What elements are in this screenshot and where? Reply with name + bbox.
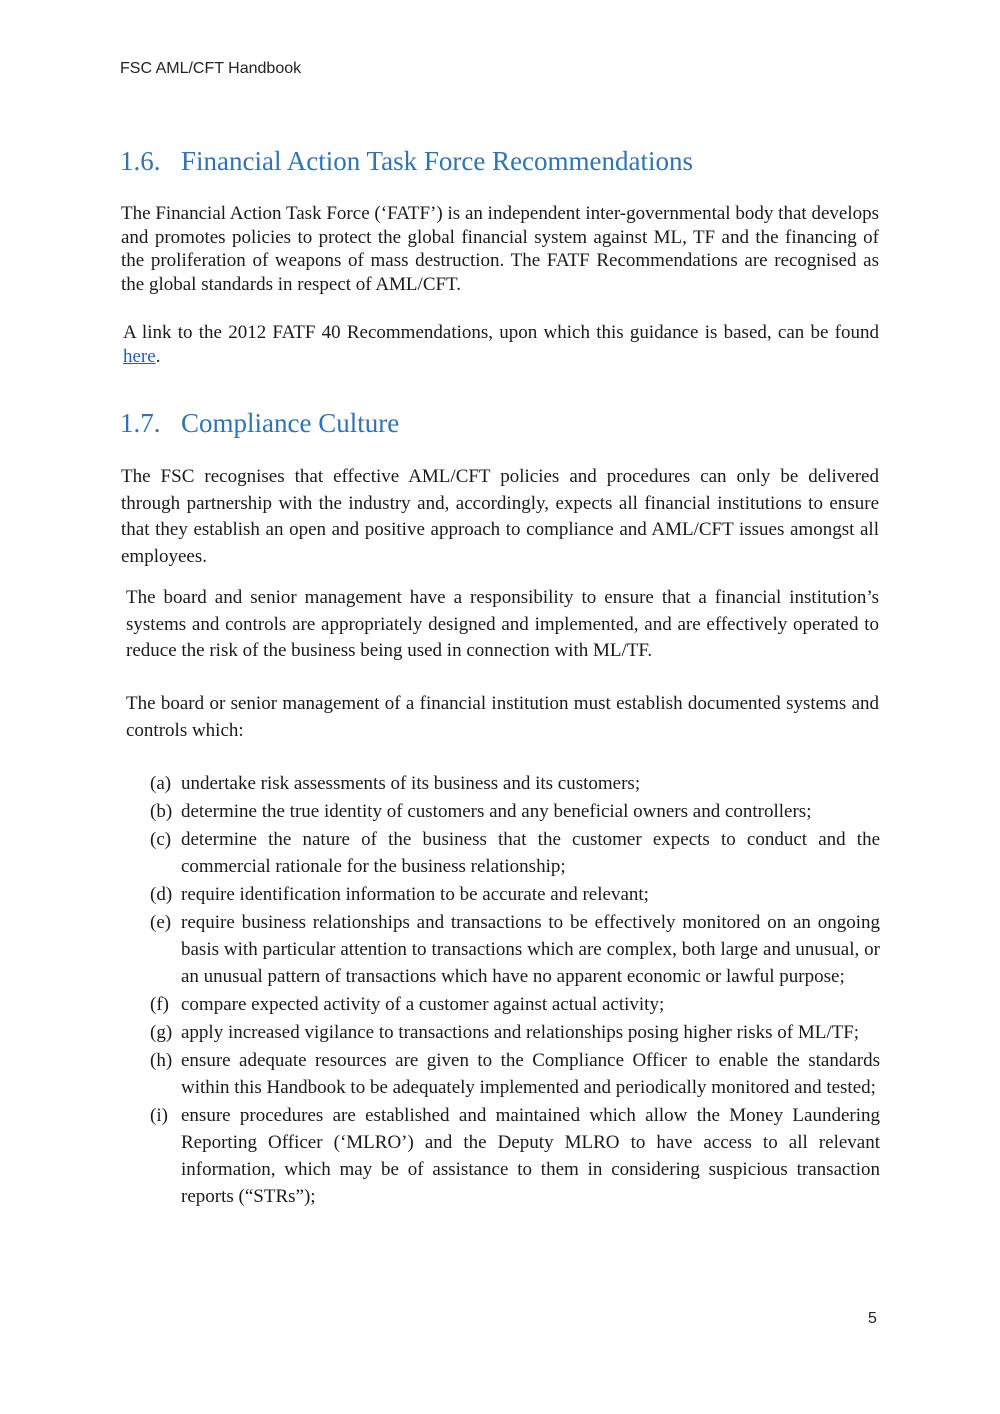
list-item xyxy=(150,1102,880,1210)
section-number: 1.6. xyxy=(120,146,161,176)
list-item xyxy=(150,798,880,825)
list-text: compare expected activity of a customer against actual activity; xyxy=(181,994,665,1015)
fatf-link-paragraph xyxy=(123,321,879,368)
fatf-recommendations-link[interactable]: here xyxy=(123,345,156,367)
list-marker: (i) xyxy=(150,1105,168,1126)
section-heading-1-7 xyxy=(120,408,399,439)
systems-controls-list xyxy=(150,770,880,1211)
fsc-recognises-paragraph: The FSC recognises that effective AML/CFT policies and procedures can only be delivered through partnership with the industry and, accordingly, expects all financial institutions to ensure that they establish an open and positive approach to compliance and AML/CFT issues amongst all employees. xyxy=(121,466,879,567)
list-item xyxy=(150,826,880,880)
list-item xyxy=(150,1047,880,1101)
list-marker: (c) xyxy=(150,829,172,850)
list-text: apply increased vigilance to transactions and relationships posing higher risks of ML/TF; xyxy=(181,1022,860,1043)
list-marker: (g) xyxy=(150,1022,173,1043)
list-marker: (f) xyxy=(150,994,169,1015)
section-title: Financial Action Task Force Recommendations xyxy=(181,146,694,176)
board-systems-paragraph: The board or senior management of a financial institution must establish documented systems and controls which: xyxy=(126,693,879,741)
list-marker: (h) xyxy=(150,1050,173,1071)
list-text: require identification information to be accurate and relevant; xyxy=(181,884,649,905)
list-item xyxy=(150,1019,880,1046)
list-text: ensure adequate resources are given to the Compliance Officer to enable the standards within this Handbook to be adequately implemented and periodically monitored and tested; xyxy=(181,1050,880,1098)
list-marker: (e) xyxy=(150,912,172,933)
list-marker: (d) xyxy=(150,884,173,905)
list-item xyxy=(150,770,880,797)
page-number: 5 xyxy=(868,1310,877,1327)
list-marker: (b) xyxy=(150,801,173,822)
section-number: 1.7. xyxy=(120,408,161,438)
fatf-intro-paragraph: The Financial Action Task Force (‘FATF’) is an independent inter-governmental body that develops and promotes policies to protect the global financial system against ML, TF and the financing of the proliferation of weapons of mass destruction. The FATF Recommendations are recognised as the global standards in respect of AML/CFT. xyxy=(121,203,879,295)
section-heading-1-6 xyxy=(120,146,693,177)
list-text: determine the nature of the business that the customer expects to conduct and the commercial rationale for the business relationship; xyxy=(181,829,880,877)
list-text: determine the true identity of customers and any beneficial owners and controllers; xyxy=(181,801,812,822)
section-title: Compliance Culture xyxy=(181,408,400,438)
list-text: require business relationships and transactions to be effectively monitored on an ongoing basis with particular attention to transactions which are complex, both large and unusual, or an unusual pattern of transactions which have no apparent economic or lawful purpose; xyxy=(181,912,880,987)
board-responsibility-paragraph: The board and senior management have a responsibility to ensure that a financial institution’s systems and controls are appropriately designed and implemented, and are effectively operated to reduce the risk of the business being used in connection with ML/TF. xyxy=(126,587,879,661)
list-text: ensure procedures are established and maintained which allow the Money Laundering Reporting Officer (‘MLRO’) and the Deputy MLRO to have access to all relevant information, which may be of assistance to them in considering suspicious transaction reports (“STRs”); xyxy=(181,1105,880,1207)
list-item xyxy=(150,991,880,1018)
list-marker: (a) xyxy=(150,773,172,794)
link-paragraph-text: A link to the 2012 FATF 40 Recommendations, upon which this guidance is based, can be found xyxy=(123,322,879,343)
list-item xyxy=(150,909,880,990)
list-text: undertake risk assessments of its business and its customers; xyxy=(181,773,641,794)
list-item xyxy=(150,881,880,908)
link-paragraph-punctuation: . xyxy=(155,345,161,367)
running-header: FSC AML/CFT Handbook xyxy=(120,60,302,77)
